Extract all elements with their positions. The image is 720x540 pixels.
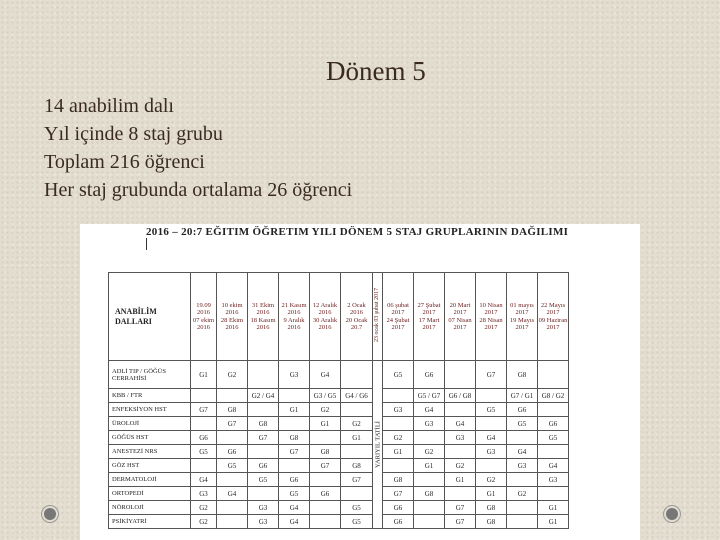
date-header: 19.09 2016 07 ekim 2016	[191, 273, 217, 361]
group-cell: G7	[248, 431, 279, 445]
group-cell	[248, 487, 279, 501]
group-cell: G5	[383, 361, 414, 389]
group-cell	[383, 417, 414, 431]
group-cell	[476, 417, 507, 431]
group-cell: G4	[507, 445, 538, 459]
group-cell: G2	[191, 501, 217, 515]
bullet-item: Toplam 216 öğrenci	[44, 151, 205, 173]
date-header: 31 Ekim 2016 18 Kasım 2016	[248, 273, 279, 361]
group-cell	[248, 445, 279, 459]
group-cell: G4	[414, 403, 445, 417]
group-cell	[445, 487, 476, 501]
group-cell	[279, 459, 310, 473]
date-header: 20 Mart 2017 07 Nisan 2017	[445, 273, 476, 361]
bullet-item: Yıl içinde 8 staj grubu	[44, 123, 223, 145]
table-row	[109, 501, 569, 515]
group-cell: G6	[507, 403, 538, 417]
group-cell	[191, 459, 217, 473]
group-cell	[445, 403, 476, 417]
group-cell	[476, 389, 507, 403]
group-cell: G8	[383, 473, 414, 487]
group-cell	[341, 361, 373, 389]
group-cell: G1	[279, 403, 310, 417]
group-cell	[191, 389, 217, 403]
group-cell: G2	[217, 361, 248, 389]
group-cell: G3	[248, 501, 279, 515]
group-cell: G4	[538, 459, 569, 473]
group-cell: G8	[217, 403, 248, 417]
group-cell: G6	[414, 361, 445, 389]
group-cell: G8	[507, 361, 538, 389]
group-cell: G2	[383, 431, 414, 445]
group-cell	[341, 445, 373, 459]
group-cell: G1	[538, 515, 569, 529]
group-cell: G7	[217, 417, 248, 431]
group-cell: G4	[310, 361, 341, 389]
group-cell: G2 / G4	[248, 389, 279, 403]
table-row	[109, 473, 569, 487]
dept-cell: GÖĞÜS HST	[109, 431, 191, 445]
dept-cell: PSİKİYATRİ	[109, 515, 191, 529]
group-cell: G3	[538, 473, 569, 487]
next-slide-dot[interactable]	[664, 506, 680, 522]
group-cell: G5	[217, 459, 248, 473]
group-cell: G8	[476, 515, 507, 529]
group-cell	[414, 431, 445, 445]
group-cell: G1	[476, 487, 507, 501]
group-cell: G4	[191, 473, 217, 487]
date-header: 22 Mayıs 2017 09 Haziran 2017	[538, 273, 569, 361]
group-cell	[341, 403, 373, 417]
group-cell	[310, 473, 341, 487]
break-header	[373, 273, 383, 361]
dept-cell: DERMATOLOJİ	[109, 473, 191, 487]
date-header: 01 mayıs 2017 19 Mayıs 2017	[507, 273, 538, 361]
table-row	[109, 487, 569, 501]
group-cell: G3	[383, 403, 414, 417]
group-cell: G7	[279, 445, 310, 459]
date-header: 10 Nisan 2017 28 Nisan 2017	[476, 273, 507, 361]
group-cell	[217, 431, 248, 445]
group-cell: G8	[248, 417, 279, 431]
group-cell	[538, 403, 569, 417]
group-cell: G5 / G7	[414, 389, 445, 403]
group-cell: G6	[538, 417, 569, 431]
group-cell	[248, 361, 279, 389]
group-cell: G4	[279, 515, 310, 529]
group-cell: G1	[310, 417, 341, 431]
group-cell: G6	[310, 487, 341, 501]
group-cell: G3	[191, 487, 217, 501]
date-header: 27 Şubat 2017 17 Mart 2017	[414, 273, 445, 361]
group-cell: G8	[310, 445, 341, 459]
dept-cell: GÖZ HST	[109, 459, 191, 473]
group-cell	[507, 431, 538, 445]
group-cell: G5	[279, 487, 310, 501]
group-cell: G2	[191, 515, 217, 529]
group-cell: G3	[445, 431, 476, 445]
group-cell	[414, 501, 445, 515]
group-cell: G6	[383, 515, 414, 529]
schedule-image	[80, 224, 640, 540]
group-cell: G2	[445, 459, 476, 473]
group-cell: G5	[507, 417, 538, 431]
prev-slide-dot[interactable]	[42, 506, 58, 522]
dept-cell: ÜROLOJİ	[109, 417, 191, 431]
group-cell	[507, 501, 538, 515]
group-cell	[217, 515, 248, 529]
group-cell: G4	[279, 501, 310, 515]
group-cell	[310, 515, 341, 529]
group-cell	[445, 361, 476, 389]
group-cell: G5	[341, 501, 373, 515]
group-cell	[341, 487, 373, 501]
group-cell: G2	[310, 403, 341, 417]
group-cell: G4	[476, 431, 507, 445]
group-cell: G1	[414, 459, 445, 473]
dept-cell: NÖROLOJİ	[109, 501, 191, 515]
schedule-table	[108, 272, 569, 529]
break-header-text: 23 ocak 03 şubat 2017	[373, 288, 380, 343]
group-cell: G5	[476, 403, 507, 417]
table-row	[109, 459, 569, 473]
group-cell	[414, 515, 445, 529]
group-cell: G1	[341, 431, 373, 445]
group-cell: G6	[383, 501, 414, 515]
date-header: 21 Kasım 2016 9 Aralık 2016	[279, 273, 310, 361]
group-cell: G6	[248, 459, 279, 473]
table-row	[109, 361, 569, 389]
group-cell	[217, 501, 248, 515]
group-cell	[191, 417, 217, 431]
group-cell: G3	[248, 515, 279, 529]
table-title: 2016 – 20:7 EĞITIM ÖĞRETIM YILI DÖNEM 5 STAJ GRUPLARININ DAĞILIMI	[146, 226, 569, 238]
group-cell: G3 / G5	[310, 389, 341, 403]
group-cell	[383, 459, 414, 473]
group-cell	[310, 431, 341, 445]
group-cell: G6	[191, 431, 217, 445]
group-cell: G8 / G2	[538, 389, 569, 403]
group-cell	[507, 473, 538, 487]
group-cell: G2	[341, 417, 373, 431]
group-cell	[310, 501, 341, 515]
break-cell: YARIYIL TATİLİ	[373, 361, 383, 529]
group-cell: G8	[341, 459, 373, 473]
group-cell	[279, 389, 310, 403]
group-cell: G8	[279, 431, 310, 445]
group-cell	[476, 459, 507, 473]
group-cell: G6 / G8	[445, 389, 476, 403]
bullet-item: 14 anabilim dalı	[44, 95, 174, 117]
table-row	[109, 403, 569, 417]
group-cell	[248, 403, 279, 417]
group-cell: G8	[476, 501, 507, 515]
table-row	[109, 389, 569, 403]
group-cell: G3	[507, 459, 538, 473]
group-cell: G7	[383, 487, 414, 501]
group-cell	[383, 389, 414, 403]
group-cell	[217, 389, 248, 403]
dept-cell: ORTOPEDİ	[109, 487, 191, 501]
group-cell: G5	[191, 445, 217, 459]
date-header: 12 Aralık 2016 30 Aralık 2016	[310, 273, 341, 361]
group-cell: G5	[538, 431, 569, 445]
cursor-mark	[146, 238, 147, 250]
group-cell	[445, 445, 476, 459]
group-cell: G4	[445, 417, 476, 431]
group-cell: G7	[310, 459, 341, 473]
date-header: 06 şubat 2017 24 Şubat 2017	[383, 273, 414, 361]
dept-cell: KBB / FTR	[109, 389, 191, 403]
bullet-list	[44, 92, 352, 204]
group-cell: G1	[538, 501, 569, 515]
group-cell: G8	[414, 487, 445, 501]
group-cell	[538, 445, 569, 459]
bullet-item: Her staj grubunda ortalama 26 öğrenci	[44, 179, 353, 201]
group-cell: G7	[476, 361, 507, 389]
group-cell: G7 / G1	[507, 389, 538, 403]
group-cell: G6	[279, 473, 310, 487]
date-header: 10 ekim 2016 28 Ekim 2016	[217, 273, 248, 361]
dept-header: ANABİLİM DALLARI	[109, 273, 191, 361]
group-cell	[279, 417, 310, 431]
group-cell: G4	[217, 487, 248, 501]
group-cell: G2	[414, 445, 445, 459]
slide-title: Dönem 5	[326, 56, 426, 86]
group-cell	[538, 361, 569, 389]
group-cell: G3	[414, 417, 445, 431]
group-cell: G6	[217, 445, 248, 459]
group-cell: G5	[248, 473, 279, 487]
date-header: 2 Ocak 2016 20 Ocak 20.7	[341, 273, 373, 361]
group-cell: G2	[507, 487, 538, 501]
group-cell: G1	[383, 445, 414, 459]
group-cell: G7	[445, 515, 476, 529]
group-cell: G7	[191, 403, 217, 417]
dept-cell: ENFEKSİYON HST	[109, 403, 191, 417]
group-cell: G3	[476, 445, 507, 459]
group-cell: G5	[341, 515, 373, 529]
group-cell	[217, 473, 248, 487]
table-row	[109, 417, 569, 431]
group-cell: G4 / G6	[341, 389, 373, 403]
dept-cell: ADLİ TIP / GÖĞÜS CERRAHİSİ	[109, 361, 191, 389]
group-cell	[414, 473, 445, 487]
dept-cell: ANESTEZİ NRS	[109, 445, 191, 459]
group-cell	[507, 515, 538, 529]
table-row	[109, 431, 569, 445]
group-cell: G1	[191, 361, 217, 389]
group-cell: G1	[445, 473, 476, 487]
table-row	[109, 515, 569, 529]
group-cell: G3	[279, 361, 310, 389]
group-cell: G7	[341, 473, 373, 487]
group-cell: G2	[476, 473, 507, 487]
group-cell: G7	[445, 501, 476, 515]
table-row	[109, 445, 569, 459]
group-cell	[538, 487, 569, 501]
